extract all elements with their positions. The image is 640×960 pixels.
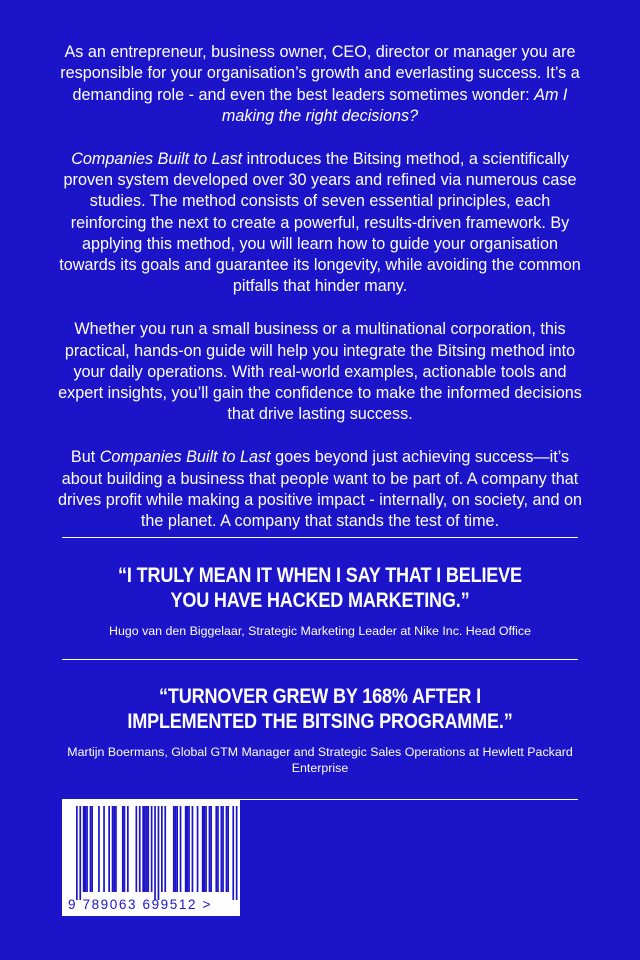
barcode-bar [113,806,115,892]
barcode-bar [144,806,146,892]
blurb-text: introduces the Bitsing method, a scientifically proven system developed over 30 years and refined via numerous case studies. The method consists of seven essential principles, each reinforcing the next to create a powerful, results-driven framework. By applying this method, you will learn how to guide your organisation towards its goals and guarantee its longevity, while avoiding the common pitfalls that hinder many. [59,149,581,296]
barcode-bar [146,806,148,892]
blurb-paragraph-2 [58,149,582,298]
blurb-text: But [70,448,100,467]
barcode-bar [115,806,117,892]
barcode-bar [197,806,199,892]
book-title-italic: Companies Built to Last [99,448,271,467]
testimonial-attribution: Martijn Boermans, Global GTM Manager and Strategic Sales Operations at Hewlett Packard Enterprise [67,745,573,775]
barcode-bar [215,806,217,892]
barcode-bar [76,806,78,900]
barcode-bar [139,806,141,892]
blurb-paragraph-4 [58,447,582,532]
barcode-bar [227,806,229,892]
barcode-bar [188,806,190,892]
barcode-bar [205,806,207,892]
barcode-bar [176,806,178,892]
testimonial-quote: “TURNOVER GREW BY 168% AFTER I IMPLEMENTED THE BITSING PROGRAMME.” [127,685,513,733]
barcode-bar [142,806,144,892]
barcode-bar [202,806,204,892]
blurb-text: goes beyond just achieving success—it’s about building a business that people want to be part of. A company that drives profit while making a positive impact - internally, on society, and on the planet. A company that stands the test of time. [58,448,582,531]
barcode-bar [180,806,182,892]
barcode-bar [217,806,219,892]
barcode-bar [79,806,81,900]
barcode-bar [112,806,114,892]
blurb-paragraph-3 [58,319,582,425]
barcode-bar [192,806,194,892]
barcode-bar [85,806,87,892]
testimonial [62,684,578,776]
barcode-bar [98,806,100,892]
barcode-bar [127,806,129,892]
barcode-bar [226,806,228,892]
barcode-bar [210,806,212,892]
barcode-bar [221,806,223,892]
barcode-digits: 9 789063 699512 > [68,897,212,912]
blurb-paragraph-1 [58,42,582,127]
barcode-bar [108,806,110,892]
blurb-text: As an entrepreneur, business owner, CEO, director or manager you are responsible for your organisation’s growth and everlasting success. It’s a demanding role - and even the best leaders sometimes wonder: [60,43,580,104]
barcode-bar [173,806,175,892]
barcode-bar [204,806,206,892]
barcode-bar [161,806,163,892]
barcode-bar [86,806,88,892]
barcode-bar [222,806,224,892]
barcode-bar [236,806,238,900]
barcode-bar [83,806,85,892]
blurb [58,42,582,554]
testimonial-attribution: Hugo van den Biggelaar, Strategic Marketing Leader at Nike Inc. Head Office [109,624,531,638]
blurb-italic-question: Am I making the right decisions? [221,85,568,125]
barcode-bar [158,806,160,900]
barcode-bar [122,806,124,892]
barcode-bar [91,806,93,892]
barcode-bar [185,806,187,892]
barcode-bar [164,806,166,892]
barcode-bar [175,806,177,892]
book-title-italic: Companies Built to Last [71,149,243,168]
barcode-bar [136,806,138,892]
barcode-bar [103,806,105,892]
isbn-barcode [62,800,240,916]
blurb-text: Whether you run a small business or a multinational corporation, this practical, hands-on guide will help you integrate the Bitsing method into your daily operations. With real-world examples, actionable tools and expert insights, you’ll gain the confidence to make the informed decisions that drive lasting success. [58,320,582,424]
barcode-bar [187,806,189,892]
barcode-bar [151,806,153,892]
barcode-bar [147,806,149,892]
barcode-bar [154,806,156,900]
divider [62,659,578,660]
testimonial-quote: “I TRULY MEAN IT WHEN I SAY THAT I BELIEVE YOU HAVE HACKED MARKETING.” [118,564,522,612]
divider [62,537,578,538]
testimonial [62,563,578,639]
barcode-bar [124,806,126,892]
barcode-bar [90,806,92,892]
barcode-bar [232,806,234,900]
barcode-bar [209,806,211,892]
